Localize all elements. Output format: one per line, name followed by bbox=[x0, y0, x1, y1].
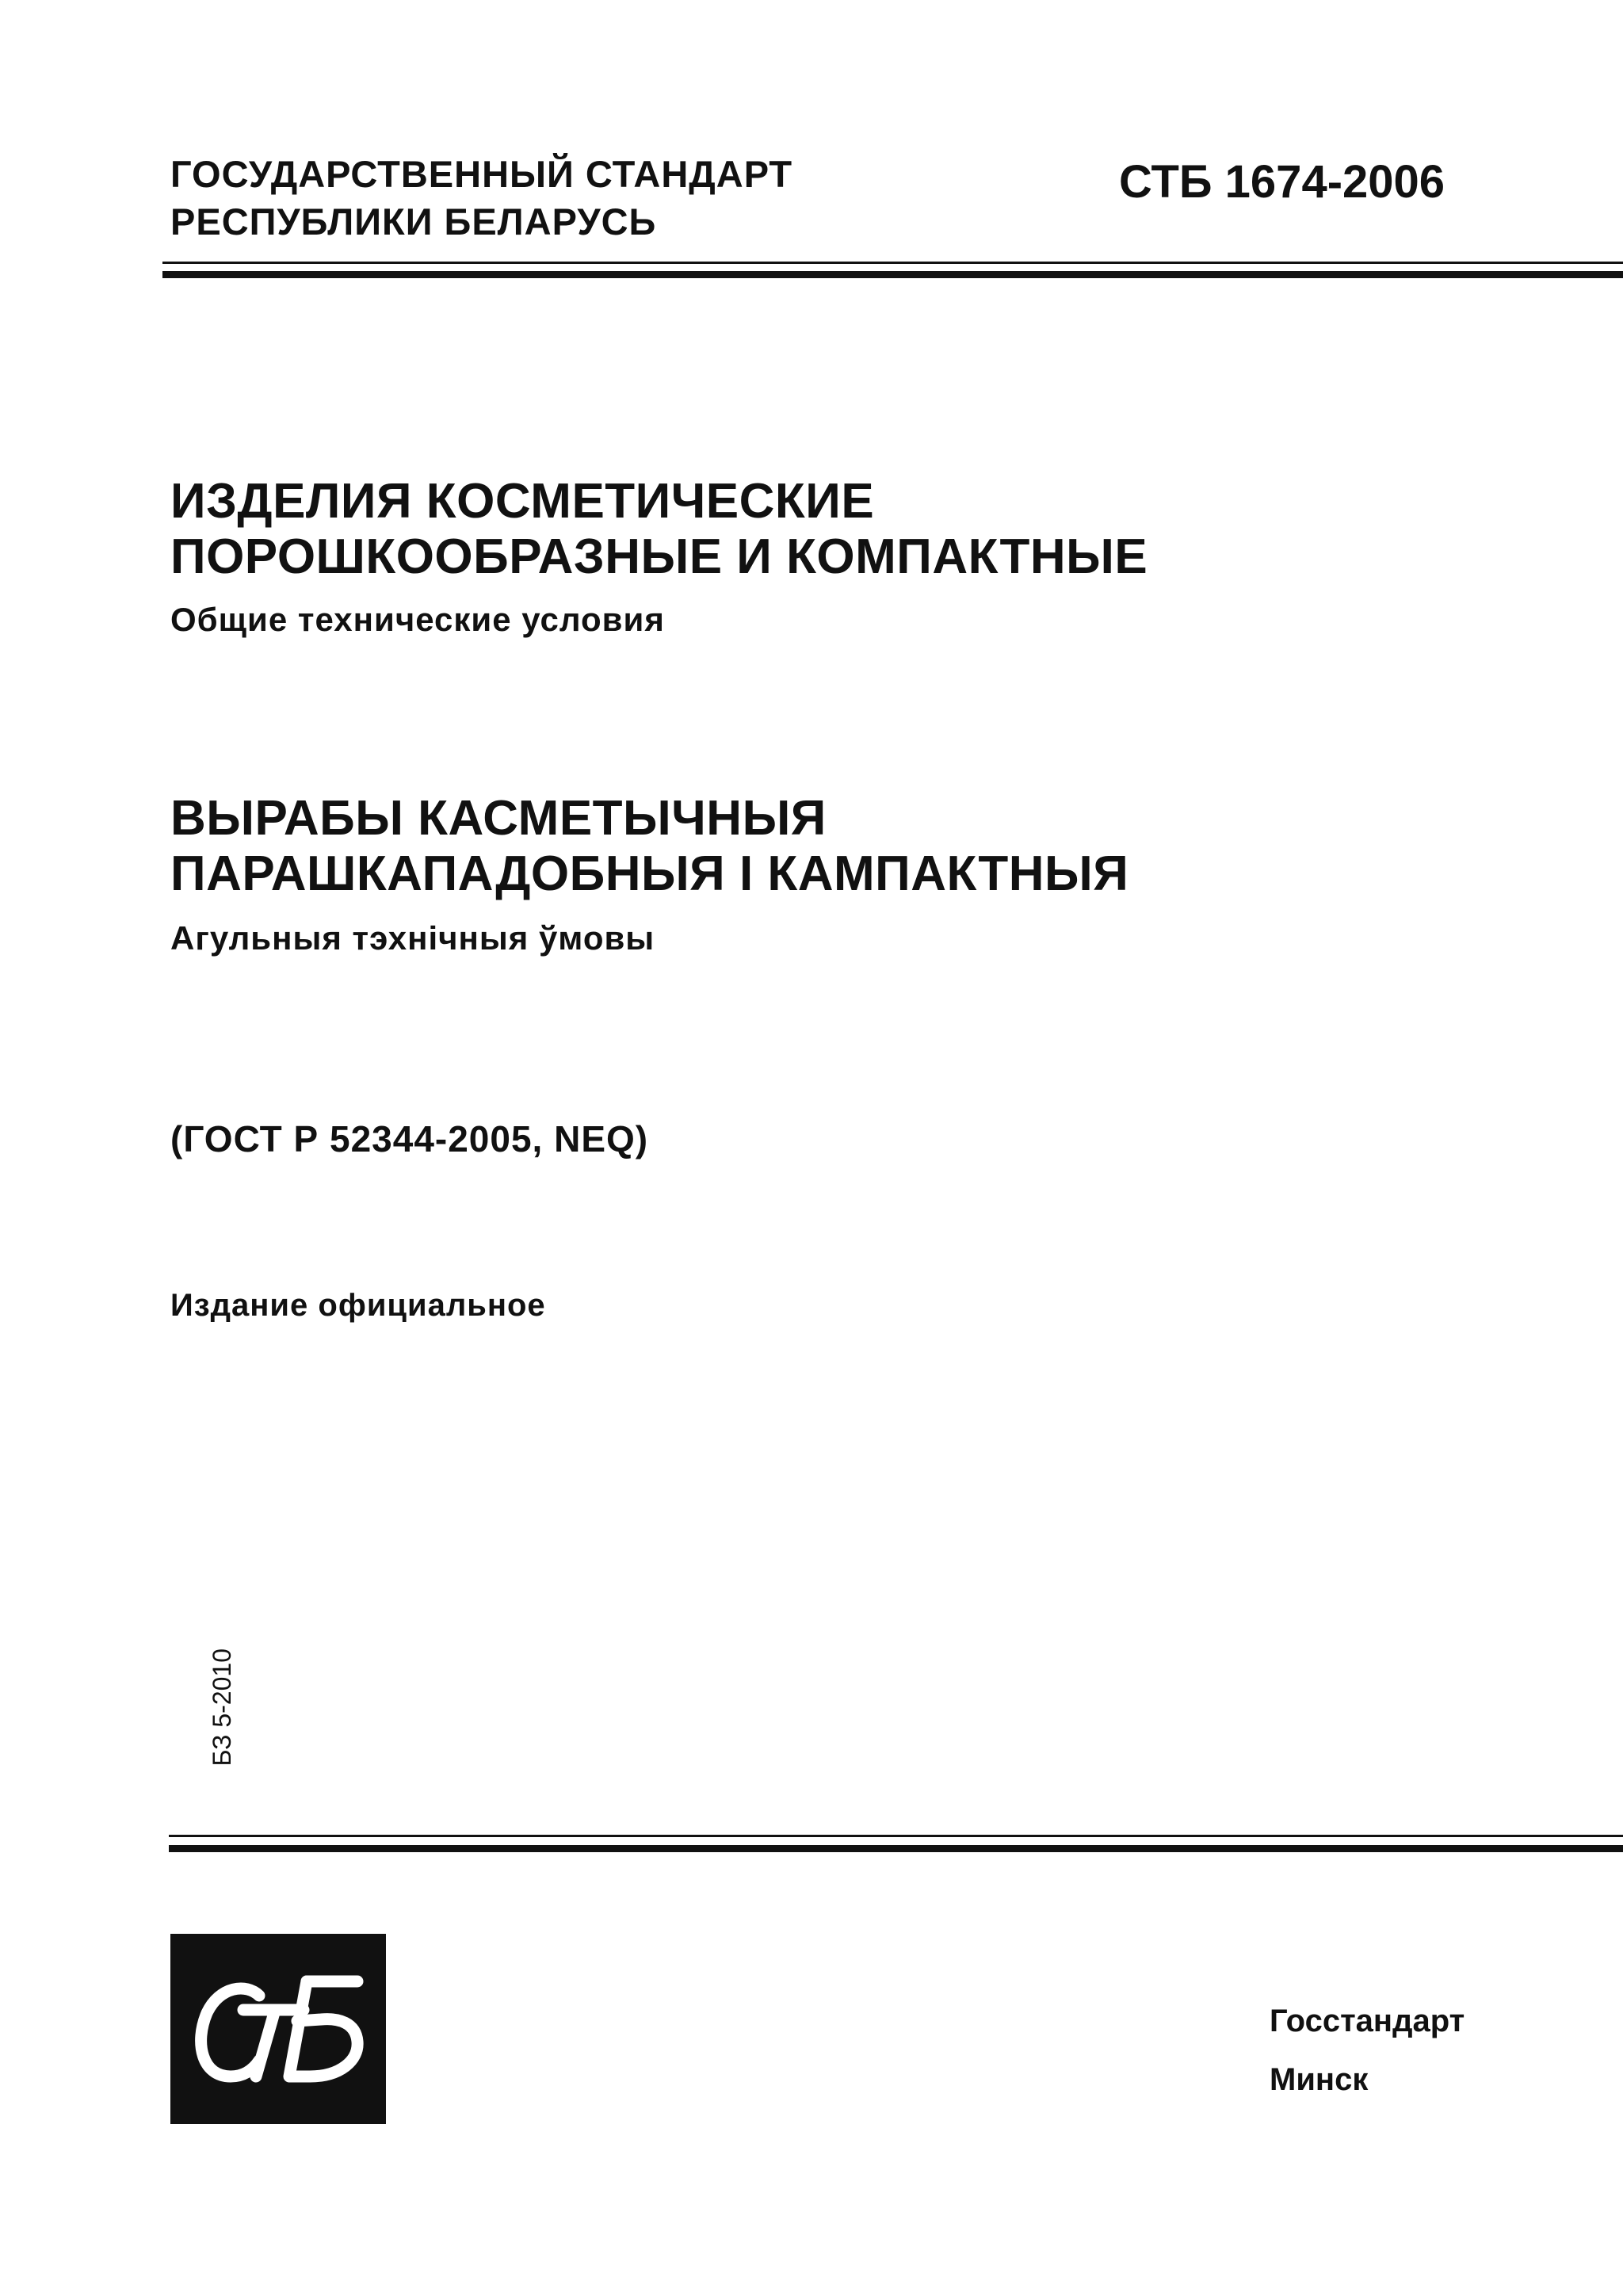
header-divider-thick bbox=[162, 271, 1623, 278]
subtitle-ru: Общие технические условия bbox=[170, 601, 665, 638]
header-divider-thin bbox=[162, 262, 1623, 264]
edition-note: Издание официальное bbox=[170, 1288, 546, 1323]
standard-code: СТБ 1674-2006 bbox=[1119, 156, 1445, 208]
stb-logo-icon bbox=[170, 1934, 386, 2124]
source-standard-reference: (ГОСТ Р 52344-2005, NEQ) bbox=[170, 1118, 649, 1159]
title-ru-line-1: ИЗДЕЛИЯ КОСМЕТИЧЕСКИЕ bbox=[170, 474, 875, 529]
publisher-block bbox=[1270, 1992, 1465, 2109]
publisher-name: Госстандарт bbox=[1270, 2004, 1465, 2038]
footer-divider-thin bbox=[169, 1835, 1623, 1837]
footer-divider-thick bbox=[169, 1845, 1623, 1852]
subtitle-by: Агульныя тэхнічныя ўмовы bbox=[170, 919, 655, 957]
org-line-1: ГОСУДАРСТВЕННЫЙ СТАНДАРТ bbox=[170, 153, 793, 195]
org-line-2: РЕСПУБЛИКИ БЕЛАРУСЬ bbox=[170, 201, 657, 243]
issuing-organization bbox=[170, 151, 792, 246]
title-by-line-2: ПАРАШКАПАДОБНЫЯ І КАМПАКТНЫЯ bbox=[170, 846, 1129, 901]
title-by-line-1: ВЫРАБЫ КАСМЕТЫЧНЫЯ bbox=[170, 791, 827, 846]
title-ru-line-2: ПОРОШКООБРАЗНЫЕ И КОМПАКТНЫЕ bbox=[170, 529, 1148, 584]
vertical-catalog-code: БЗ 5-2010 bbox=[208, 1648, 236, 1767]
publisher-city: Минск bbox=[1270, 2062, 1369, 2097]
